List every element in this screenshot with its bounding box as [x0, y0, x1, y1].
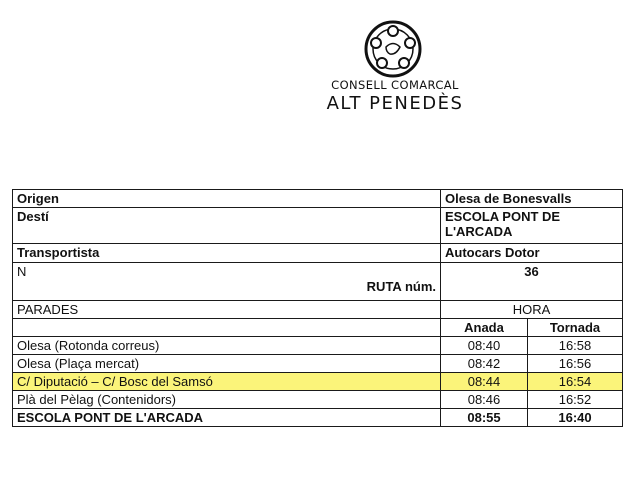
desti-value: ESCOLA PONT DE L'ARCADA: [441, 208, 623, 244]
origen-label: Origen: [13, 190, 441, 208]
n-label: N: [17, 264, 27, 279]
stop-name: Plà del Pèlag (Contenidors): [13, 391, 441, 409]
stop-row: [13, 337, 623, 355]
ruta-row: [13, 263, 623, 301]
stop-name: ESCOLA PONT DE L'ARCADA: [13, 409, 441, 427]
org-name-line1: CONSELL COMARCAL: [331, 78, 459, 92]
council-emblem-icon: [362, 18, 424, 80]
tornada-time: 16:54: [528, 373, 623, 391]
stops-header: PARADES: [13, 301, 441, 319]
anada-header: Anada: [441, 319, 528, 337]
desti-label: Destí: [13, 208, 441, 244]
stop-name: Olesa (Rotonda correus): [13, 337, 441, 355]
tornada-time: 16:52: [528, 391, 623, 409]
transportista-row: [13, 244, 623, 263]
transportista-label: Transportista: [13, 244, 441, 263]
transportista-value: Autocars Dotor: [441, 244, 623, 263]
time-header: HORA: [441, 301, 623, 319]
org-name-line2: ALT PENEDÈS: [326, 93, 464, 114]
anada-time: 08:42: [441, 355, 528, 373]
anada-time: 08:46: [441, 391, 528, 409]
stop-row: [13, 391, 623, 409]
ruta-label-cell: [13, 263, 441, 301]
direction-header-row: [13, 319, 623, 337]
origen-row: [13, 190, 623, 208]
tornada-time: 16:58: [528, 337, 623, 355]
ruta-number: 36: [441, 263, 623, 301]
tornada-time: 16:56: [528, 355, 623, 373]
stop-row-highlighted: [13, 373, 623, 391]
stop-name: Olesa (Plaça mercat): [13, 355, 441, 373]
schedule-header-row: [13, 301, 623, 319]
ruta-label: RUTA núm.: [366, 279, 436, 294]
anada-time: 08:44: [441, 373, 528, 391]
tornada-time: 16:40: [528, 409, 623, 427]
stop-row: [13, 409, 623, 427]
route-table: [12, 189, 623, 427]
anada-time: 08:55: [441, 409, 528, 427]
stop-row: [13, 355, 623, 373]
tornada-header: Tornada: [528, 319, 623, 337]
origen-value: Olesa de Bonesvalls: [441, 190, 623, 208]
anada-time: 08:40: [441, 337, 528, 355]
stop-name: C/ Diputació – C/ Bosc del Samsó: [13, 373, 441, 391]
desti-row: [13, 208, 623, 244]
